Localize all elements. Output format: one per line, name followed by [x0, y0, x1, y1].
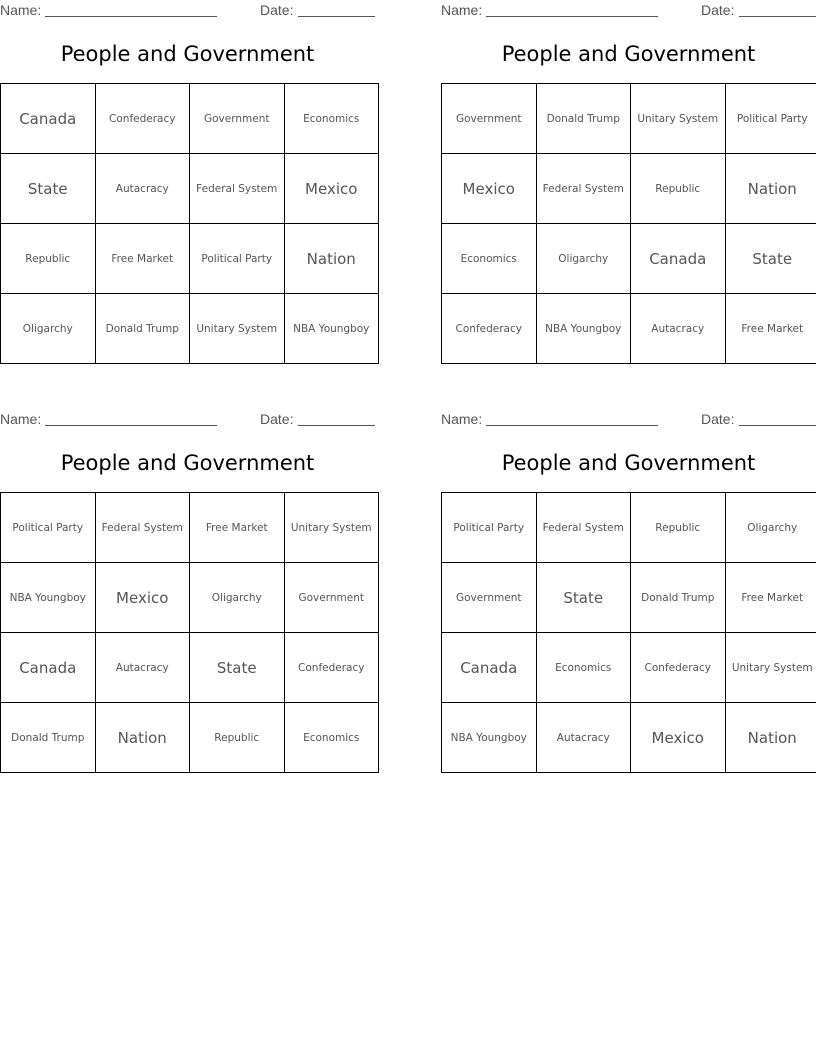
bingo-cell: Nation [725, 703, 816, 773]
bingo-cell: Free Market [190, 493, 285, 563]
bingo-cell: Political Party [725, 84, 816, 154]
bingo-row [442, 224, 816, 294]
card-title: People and Government [501, 42, 756, 66]
bingo-cell: Economics [442, 224, 537, 294]
date-blank-line [739, 16, 816, 17]
card-title: People and Government [60, 42, 315, 66]
bingo-card [441, 0, 816, 365]
bingo-cell: Unitary System [190, 294, 285, 364]
bingo-cell: Donald Trump [1, 703, 96, 773]
bingo-card [0, 409, 375, 774]
bingo-cell: Nation [95, 703, 190, 773]
bingo-row [442, 84, 816, 154]
bingo-cell: Free Market [725, 294, 816, 364]
bingo-cell: Economics [284, 84, 379, 154]
bingo-cell: Mexico [442, 154, 537, 224]
bingo-row [1, 493, 379, 563]
bingo-cell: Economics [284, 703, 379, 773]
bingo-row [442, 154, 816, 224]
bingo-cell: Autacracy [631, 294, 726, 364]
date-label: Date: [701, 2, 735, 18]
bingo-cell: Donald Trump [536, 84, 631, 154]
bingo-cell: Federal System [536, 154, 631, 224]
bingo-cell: Canada [1, 84, 96, 154]
bingo-cell: Canada [631, 224, 726, 294]
bingo-cell: Unitary System [631, 84, 726, 154]
date-blank-line [298, 425, 375, 426]
bingo-cell: Republic [1, 224, 96, 294]
bingo-cell: Confederacy [95, 84, 190, 154]
name-label: Name: [0, 2, 42, 18]
bingo-cell: Government [442, 84, 537, 154]
bingo-cell: Political Party [1, 493, 96, 563]
bingo-cell: Mexico [284, 154, 379, 224]
bingo-cell: Republic [631, 154, 726, 224]
bingo-row [442, 563, 816, 633]
bingo-row [442, 703, 816, 773]
bingo-cell: Canada [442, 633, 537, 703]
bingo-row [442, 633, 816, 703]
bingo-cell: Canada [1, 633, 96, 703]
bingo-cell: State [725, 224, 816, 294]
bingo-cell: Government [190, 84, 285, 154]
name-label: Name: [0, 411, 42, 427]
bingo-cell: Oligarchy [1, 294, 96, 364]
bingo-cell: Donald Trump [95, 294, 190, 364]
bingo-row [442, 294, 816, 364]
bingo-cell: Autacracy [536, 703, 631, 773]
card-title: People and Government [501, 451, 756, 475]
date-blank-line [739, 425, 816, 426]
bingo-row [1, 294, 379, 364]
bingo-row [1, 563, 379, 633]
bingo-grid [0, 83, 379, 364]
date-label: Date: [260, 2, 294, 18]
name-date-row [441, 411, 816, 429]
bingo-cell: NBA Youngboy [1, 563, 96, 633]
name-blank-line [45, 16, 217, 17]
date-blank-line [298, 16, 375, 17]
name-label: Name: [441, 411, 483, 427]
date-label: Date: [701, 411, 735, 427]
bingo-cell: State [190, 633, 285, 703]
bingo-cell: Federal System [536, 493, 631, 563]
bingo-cell: Government [284, 563, 379, 633]
bingo-grid [0, 492, 379, 773]
bingo-cell: Political Party [442, 493, 537, 563]
bingo-row [1, 154, 379, 224]
bingo-cell: Federal System [190, 154, 285, 224]
bingo-cell: Republic [190, 703, 285, 773]
name-date-row [0, 411, 375, 429]
bingo-cell: Autacracy [95, 154, 190, 224]
bingo-cell: NBA Youngboy [536, 294, 631, 364]
name-label: Name: [441, 2, 483, 18]
bingo-cell: Republic [631, 493, 726, 563]
bingo-cell: Federal System [95, 493, 190, 563]
bingo-cell: Mexico [95, 563, 190, 633]
bingo-cell: Nation [725, 154, 816, 224]
bingo-grid [441, 83, 816, 364]
bingo-cell: Oligarchy [725, 493, 816, 563]
bingo-row [1, 84, 379, 154]
bingo-row [442, 493, 816, 563]
bingo-cell: Confederacy [284, 633, 379, 703]
bingo-cell: Unitary System [284, 493, 379, 563]
name-date-row [0, 2, 375, 20]
bingo-cell: Unitary System [725, 633, 816, 703]
bingo-grid [441, 492, 816, 773]
name-date-row [441, 2, 816, 20]
bingo-cell: Mexico [631, 703, 726, 773]
bingo-cell: Government [442, 563, 537, 633]
bingo-cell: Free Market [725, 563, 816, 633]
bingo-cell: Nation [284, 224, 379, 294]
bingo-cell: State [1, 154, 96, 224]
bingo-cell: Donald Trump [631, 563, 726, 633]
bingo-cell: Economics [536, 633, 631, 703]
bingo-cell: Autacracy [95, 633, 190, 703]
bingo-row [1, 703, 379, 773]
bingo-cell: Free Market [95, 224, 190, 294]
name-blank-line [45, 425, 217, 426]
bingo-row [1, 633, 379, 703]
bingo-cell: Oligarchy [190, 563, 285, 633]
name-blank-line [486, 16, 658, 17]
bingo-card [0, 0, 375, 365]
bingo-cell: Political Party [190, 224, 285, 294]
date-label: Date: [260, 411, 294, 427]
card-title: People and Government [60, 451, 315, 475]
bingo-cell: Confederacy [631, 633, 726, 703]
bingo-cell: NBA Youngboy [284, 294, 379, 364]
bingo-card [441, 409, 816, 774]
bingo-cell: Confederacy [442, 294, 537, 364]
bingo-row [1, 224, 379, 294]
bingo-cell: NBA Youngboy [442, 703, 537, 773]
bingo-cell: State [536, 563, 631, 633]
name-blank-line [486, 425, 658, 426]
bingo-cell: Oligarchy [536, 224, 631, 294]
